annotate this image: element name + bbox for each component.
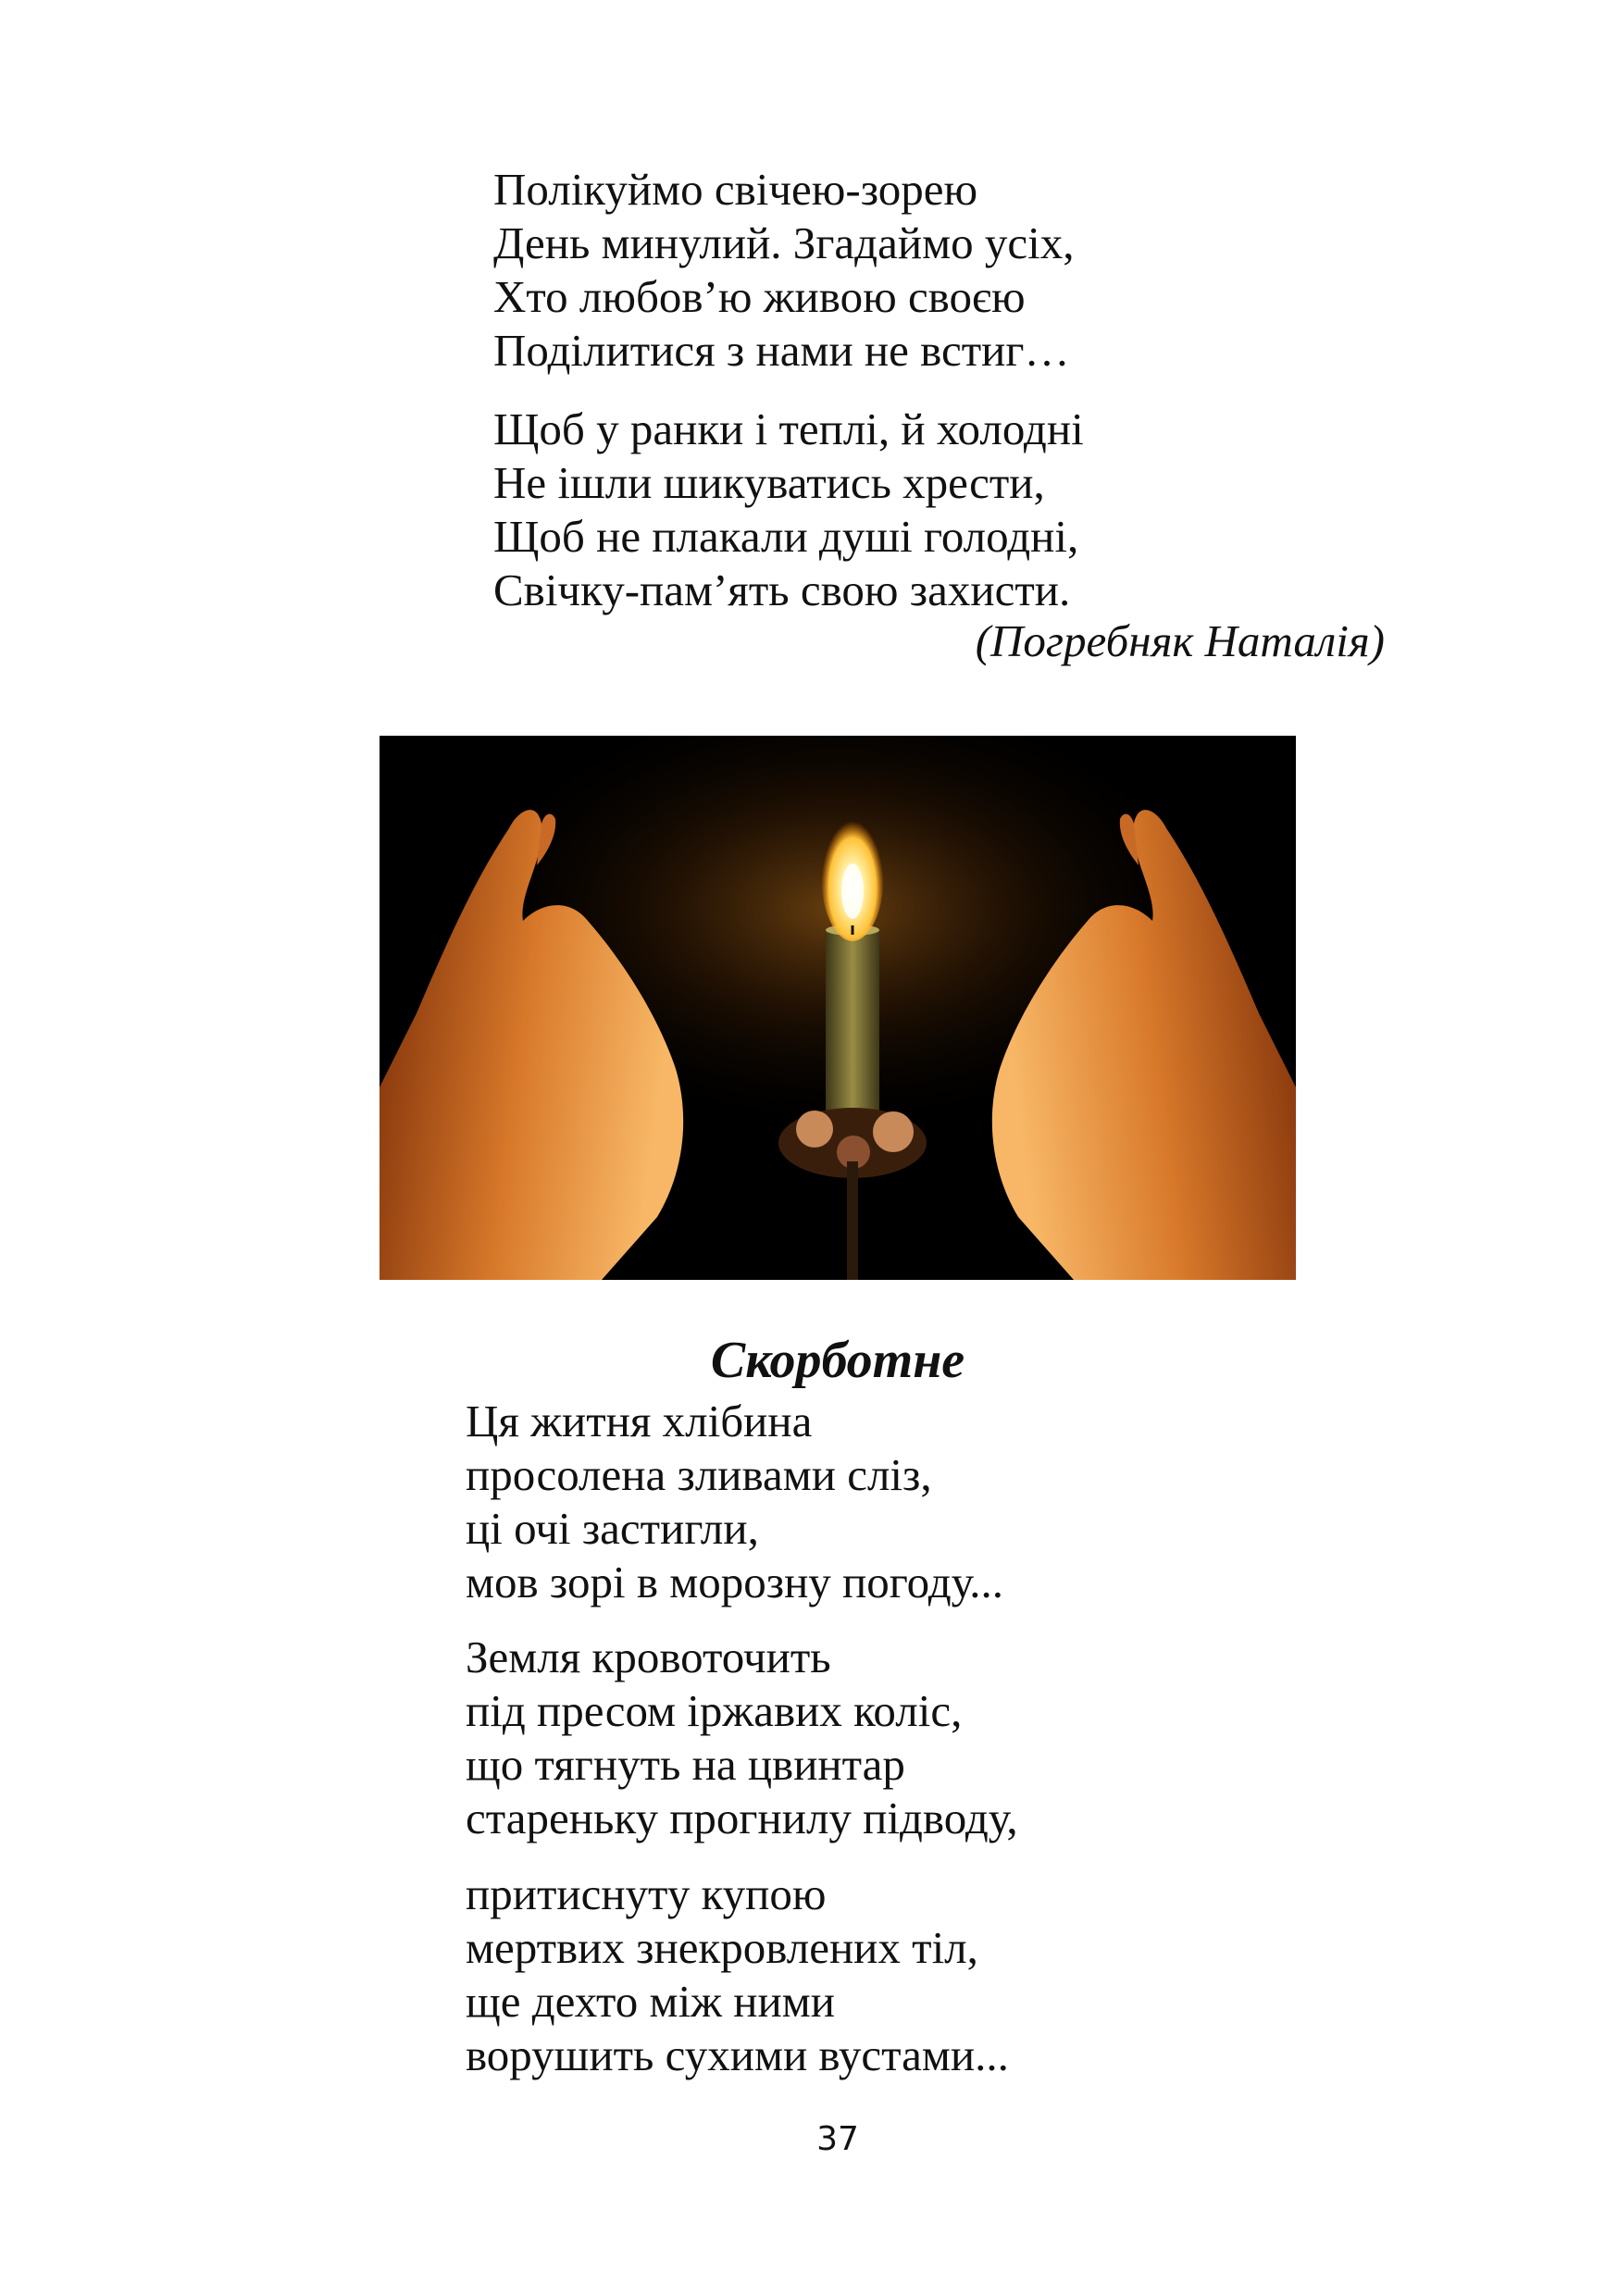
poem1-stanza-1 <box>493 163 1074 378</box>
verse-line: День минулий. Згадаймо усіх, <box>493 217 1075 268</box>
verse-line: Земля кровоточить <box>466 1632 831 1682</box>
verse-line: Щоб не плакали душі голодні, <box>493 511 1079 562</box>
verse-line: Свічку-пам’ять свою захисти. <box>493 565 1071 615</box>
poem2-stanza-2 <box>466 1631 1018 1845</box>
verse-line: Ця житня хлібина <box>466 1396 813 1446</box>
poem2-stanza-1 <box>466 1395 1003 1609</box>
verse-line: просолена зливами сліз, <box>466 1449 932 1500</box>
verse-line: Полікуймо свічею-зорею <box>493 164 978 215</box>
candle-body <box>826 930 879 1115</box>
candle-between-hands-photo <box>380 736 1296 1280</box>
verse-line: стареньку прогнилу підводу, <box>466 1793 1018 1843</box>
verse-line: ще дехто між ними <box>466 1976 835 2027</box>
poem1-attribution: (Погребняк Наталія) <box>975 615 1385 666</box>
verse-line: ворушить сухими вустами... <box>466 2029 1009 2080</box>
verse-line: мов зорі в морозну погоду... <box>466 1557 1004 1607</box>
verse-line: мертвих знекровлених тіл, <box>466 1922 978 1973</box>
verse-line: що тягнуть на цвинтар <box>466 1739 905 1790</box>
poem2-stanza-3 <box>466 1868 1009 2082</box>
verse-line: притиснуту купою <box>466 1868 827 1919</box>
verse-line: під пресом іржавих коліс, <box>466 1685 963 1736</box>
verse-line: Хто любов’ю живою своєю <box>493 271 1026 322</box>
verse-line: Не ішли шикуватись хрести, <box>493 457 1045 508</box>
verse-line: Щоб у ранки і теплі, й холодні <box>493 403 1084 454</box>
poem2-title: Скорботне <box>710 1332 965 1389</box>
page-number: 37 <box>816 2120 859 2158</box>
candle-photo-drawing <box>380 736 1296 1280</box>
poem1-stanza-2 <box>493 403 1084 617</box>
verse-line: ці очі застигли, <box>466 1503 759 1554</box>
verse-line: Поділитися з нами не встиг… <box>493 325 1070 376</box>
